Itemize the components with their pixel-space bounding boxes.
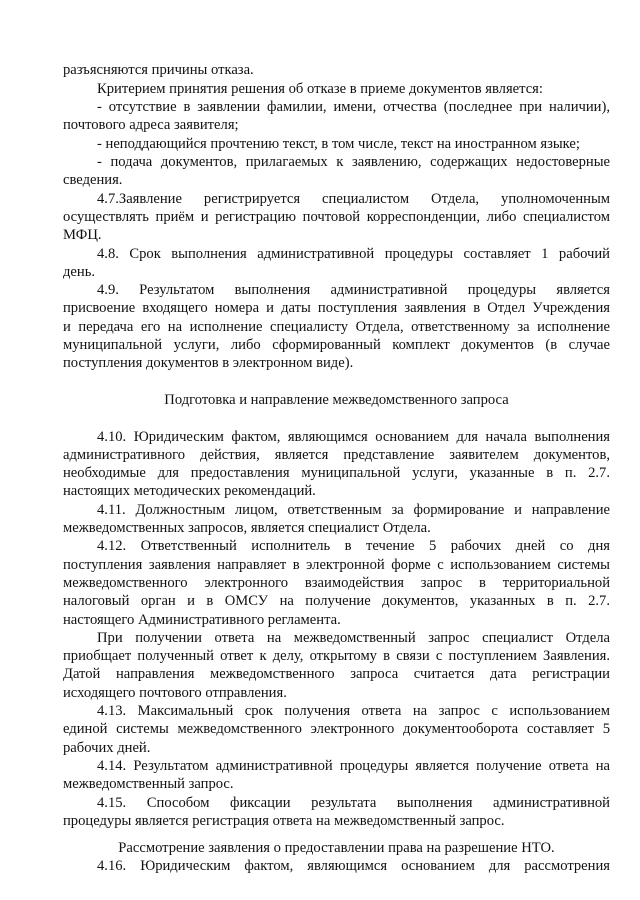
text-line: При получении ответа на межведомственный запрос специалист Отдела (97, 630, 610, 646)
text-line: 4.16. Юридическим фактом, являющимся основанием для рассмотрения (97, 858, 610, 874)
text-line: 4.12. Ответственный исполнитель в течение 5 рабочих дней со дня (97, 538, 610, 554)
text-line: Критерием принятия решения об отказе в приеме документов является: (97, 81, 543, 97)
text-line: настоящего Административного регламента. (63, 612, 341, 628)
text-line: межведомственного электронного взаимодействия запрос в территориальной (63, 575, 610, 591)
text-line: поступления заявления направляет в электронной форме с использованием системы (63, 557, 610, 573)
text-line: муниципальной услуги, либо сформированный комплект документов (в случае (63, 337, 610, 353)
text-line: приобщает полученный ответ к делу, открытому в связи с поступлением Заявления. (63, 648, 610, 664)
text-line: 4.10. Юридическим фактом, являющимся основанием для начала выполнения (97, 429, 610, 445)
text-line: разъясняются причины отказа. (63, 62, 254, 78)
text-line: - подача документов, прилагаемых к заявлению, содержащих недостоверные (97, 154, 610, 170)
text-line: осуществлять приём и регистрацию почтовой корреспонденции, либо специалистом (63, 209, 610, 225)
text-line: Датой направления межведомственного запроса считается дата регистрации (63, 666, 610, 682)
text-line: необходимые для предоставления муниципальной услуги, указанные в п. 2.7. (63, 465, 610, 481)
text-line: поступления документов в электронном виде). (63, 355, 354, 371)
text-line: день. (63, 264, 96, 280)
text-line: 4.15. Способом фиксации результата выполнения административной (97, 795, 610, 811)
text-line: почтового адреса заявителя; (63, 117, 239, 133)
text-line: 4.13. Максимальный срок получения ответа на запрос с использованием (97, 703, 610, 719)
text-line: 4.11. Должностным лицом, ответственным за формирование и направление (97, 502, 610, 518)
text-line: административного действия, является представление заявителем документов, (63, 447, 610, 463)
text-line: - отсутствие в заявлении фамилии, имени, отчества (последнее при наличии), (97, 99, 610, 115)
text-line: 4.8. Срок выполнения административной процедуры составляет 1 рабочий (97, 246, 610, 262)
text-line: и передача его на исполнение специалисту Отдела, ответственному за исполнение (63, 319, 610, 335)
text-line: исходящего почтового отправления. (63, 685, 287, 701)
text-line: единой системы межведомственного электронного документооборота составляет 5 (63, 721, 610, 737)
text-line: - неподдающийся прочтению текст, в том числе, текст на иностранном языке; (97, 136, 580, 152)
text-line: 4.7.Заявление регистрируется специалистом Отдела, уполномоченным (97, 191, 610, 207)
text-line: 4.9. Результатом выполнения административной процедуры является (97, 282, 610, 298)
text-line: МФЦ. (63, 227, 102, 243)
text-line: рабочих дней. (63, 740, 151, 756)
text-line: межведомственный запрос. (63, 776, 234, 792)
section-heading: Подготовка и направление межведомственного запроса (164, 392, 509, 408)
text-line: 4.14. Результатом административной процедуры является получение ответа на (97, 758, 610, 774)
text-line: настоящих методических рекомендаций. (63, 483, 316, 499)
text-line: процедуры является регистрация ответа на межведомственный запрос. (63, 813, 505, 829)
text-line: межведомственных запросов, является специалист Отдела. (63, 520, 431, 536)
text-line: налоговый орган и в ОМСУ на получение документов, указанных в п. 2.7. (63, 593, 610, 609)
text-line: присвоение входящего номера и даты поступления заявления в Отдел Учреждения (63, 300, 610, 316)
text-line: сведения. (63, 172, 123, 188)
section-heading: Рассмотрение заявления о предоставлении права на разрешение НТО. (118, 840, 555, 856)
